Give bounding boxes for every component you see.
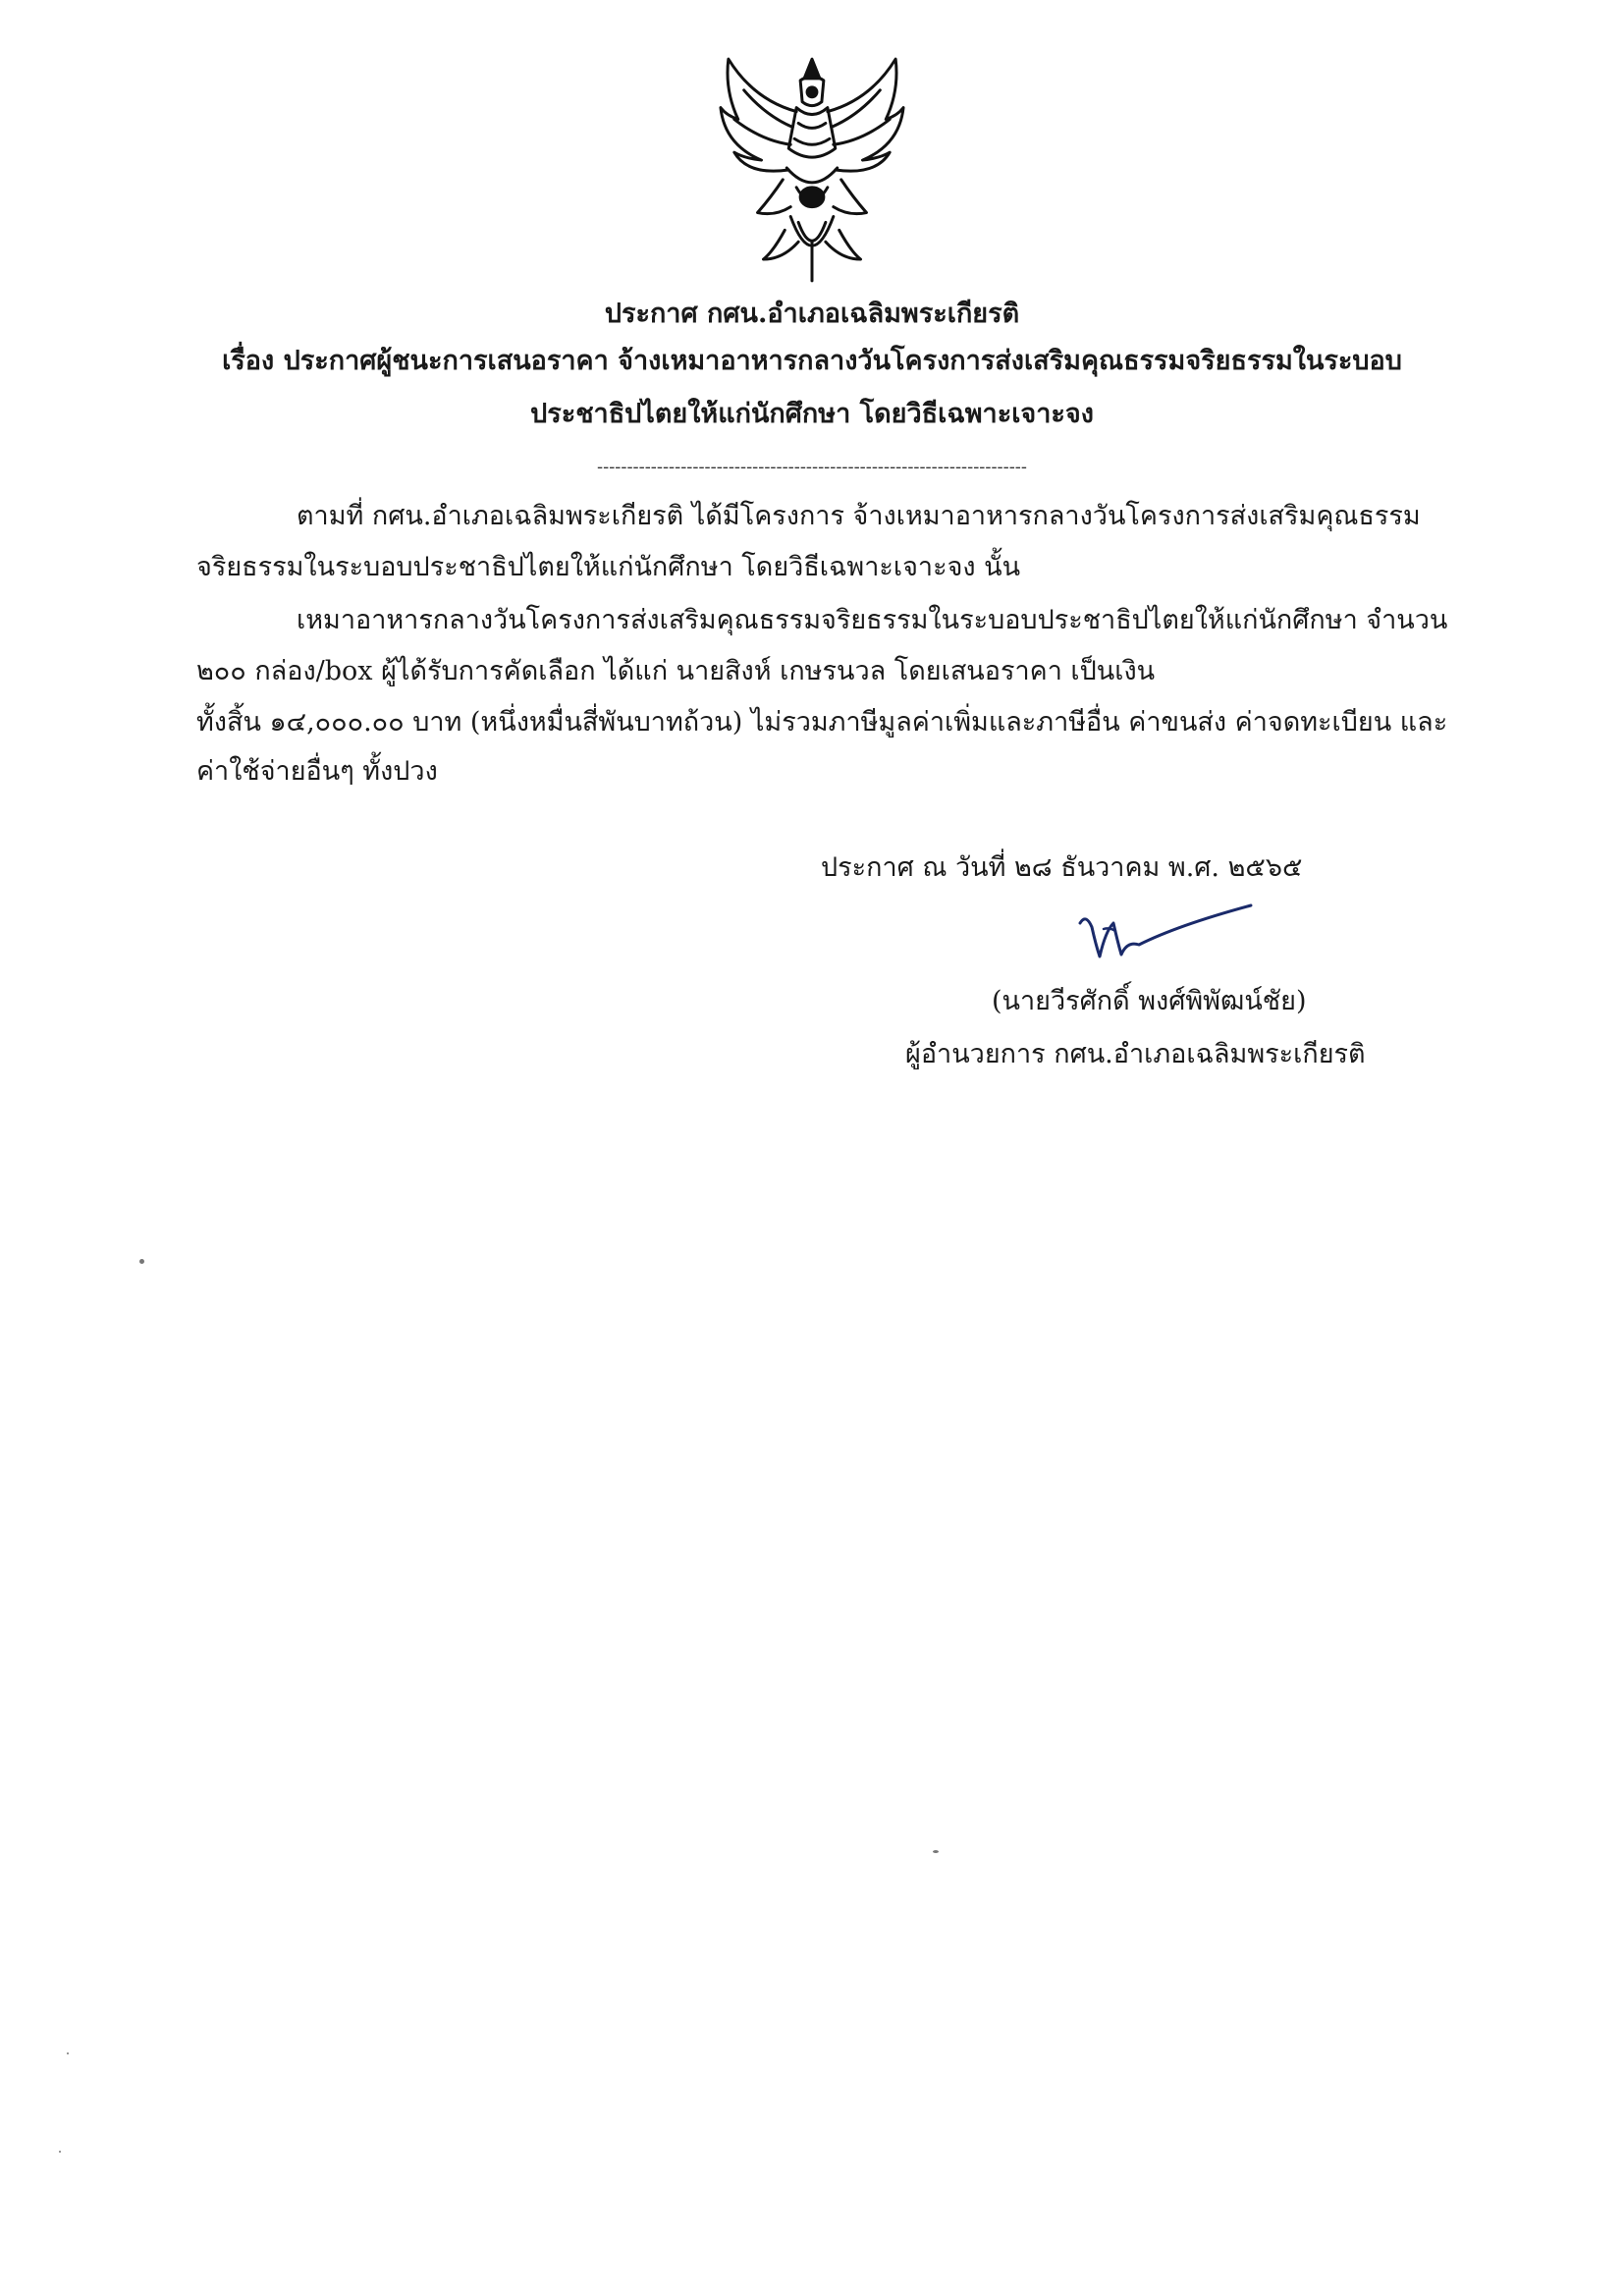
body-line-5: ทั้งสิ้น ๑๔,๐๐๐.๐๐ บาท (หนึ่งหมื่นสี่พันบาทถ้วน) ไม่รวมภาษีมูลค่าเพิ่มและภาษีอื่น ค่าขนส่ง ค่าจดทะเบียน และ — [196, 707, 1448, 738]
signatory-position: ผู้อำนวยการ กศน.อำเภอเฉลิมพระเกียรติ — [905, 1039, 1366, 1069]
scan-speck — [933, 1850, 939, 1853]
scan-speck — [59, 2151, 61, 2153]
garuda-emblem-icon — [715, 51, 909, 285]
body-line-3: เหมาอาหารกลางวันโครงการส่งเสริมคุณธรรมจริยธรรมในระบอบประชาธิปไตยให้แก่นักศึกษา จำนวน — [297, 605, 1448, 635]
divider-rule: ------------------------------------------------------------------------ — [597, 457, 1027, 477]
handwritten-signature-icon — [1070, 902, 1257, 970]
subject-line-1: เรื่อง ประกาศผู้ชนะการเสนอราคา จ้างเหมาอาหารกลางวันโครงการส่งเสริมคุณธรรมจริยธรรมในระบอบ — [222, 346, 1402, 376]
body-line-1: ตามที่ กศน.อำเภอเฉลิมพระเกียรติ ได้มีโครงการ จ้างเหมาอาหารกลางวันโครงการส่งเสริมคุณธรรม — [297, 501, 1421, 531]
subject-line-2: ประชาธิปไตยให้แก่นักศึกษา โดยวิธีเฉพาะเจาะจง — [530, 399, 1094, 429]
scan-speck — [139, 1259, 144, 1264]
body-line-6: ค่าใช้จ่ายอื่นๆ ทั้งปวง — [196, 756, 438, 787]
signatory-name: (นายวีรศักดิ์ พงศ์พิพัฒน์ชัย) — [992, 986, 1307, 1016]
scan-speck — [67, 2052, 69, 2054]
body-line-2: จริยธรรมในระบอบประชาธิปไตยให้แก่นักศึกษา โดยวิธีเฉพาะเจาะจง นั้น — [196, 552, 1021, 582]
body-line-4: ๒๐๐ กล่อง/box ผู้ได้รับการคัดเลือก ได้แก่ นายสิงห์ เกษรนวล โดยเสนอราคา เป็นเงิน — [196, 656, 1156, 686]
document-heading: ประกาศ กศน.อำเภอเฉลิมพระเกียรติ — [604, 299, 1020, 329]
announcement-date: ประกาศ ณ วันที่ ๒๘ ธันวาคม พ.ศ. ๒๕๖๕ — [821, 852, 1303, 883]
